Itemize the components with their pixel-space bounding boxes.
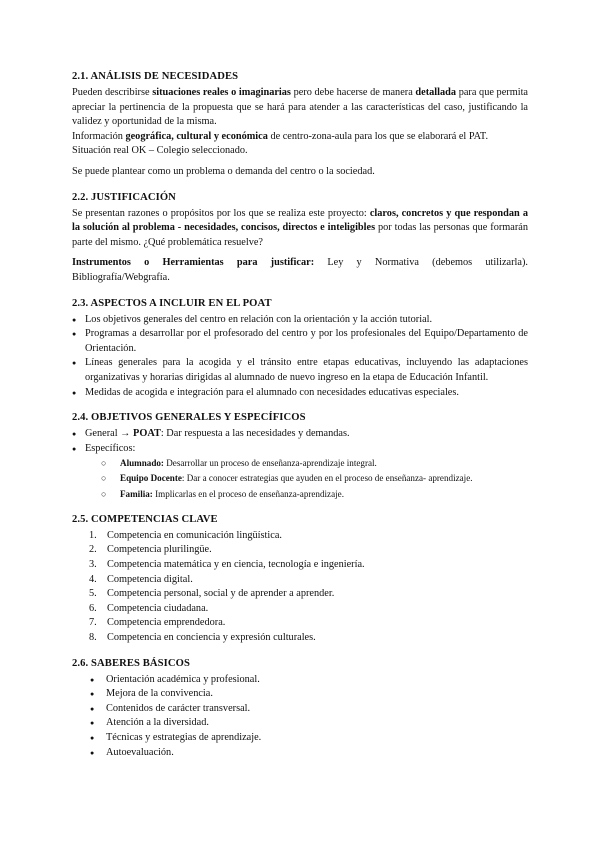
list-item: ● Medidas de acogida e integración para el alumnado con necesidades educativas especiales. — [72, 386, 528, 401]
list-item: 5. Competencia personal, social y de aprender a aprender. — [89, 588, 335, 600]
paragraph: Instrumentos o Herramientas para justificar: Ley y Normativa (debemos utilizarla). Bibliografía/Webgrafía. — [72, 257, 528, 283]
bullet-list — [72, 313, 528, 401]
list-item: ● Mejora de la convivencia. — [90, 687, 528, 702]
list-item: ● Líneas generales para la acogida y el tránsito entre etapas educativas, incluyendo las adaptaciones organizativas y horarias dirigidas al alumnado de nuevo ingreso en la etapa de Educación Infantil. — [72, 356, 528, 385]
sub-list-item: ○ Familia: Implicarlas en el proceso de enseñanza-aprendizaje. — [101, 487, 528, 502]
section-objetivos — [72, 411, 528, 502]
list-item: 1. Competencia en comunicación lingüística. — [89, 529, 282, 541]
bullet-list — [72, 427, 528, 502]
paragraph: Situación real OK – Colegio seleccionado. — [72, 145, 248, 157]
section-heading: 2.5. COMPETENCIAS CLAVE — [72, 513, 218, 525]
paragraph: Se puede plantear como un problema o demanda del centro o la sociedad. — [72, 165, 375, 177]
paragraph: Pueden describirse situaciones reales o imaginarias pero debe hacerse de manera detallada para que permita apreciar la pertinencia de la propuesta que se hará para atender a las características del caso, justificando la validez y oportunidad de la misma. — [72, 87, 529, 128]
sub-list — [85, 456, 528, 502]
list-item: ● Atención a la diversidad. — [90, 716, 528, 731]
list-item: ● Contenidos de carácter transversal. — [90, 702, 528, 717]
list-item: 4. Competencia digital. — [89, 573, 193, 585]
section-aspectos-poat — [72, 297, 528, 401]
list-item-general: ● General → POAT: Dar respuesta a las necesidades y demandas. — [72, 427, 528, 442]
section-heading: 2.6. SABERES BÁSICOS — [72, 657, 190, 669]
paragraph: Información geográfica, cultural y económica de centro-zona-aula para los que se elaborará el PAT. — [72, 130, 489, 142]
section-heading: 2.3. ASPECTOS A INCLUIR EN EL POAT — [72, 297, 272, 309]
section-heading: 2.2. JUSTIFICACIÓN — [72, 191, 176, 203]
list-item: 2. Competencia plurilingüe. — [89, 544, 212, 556]
section-analisis-necesidades — [72, 70, 528, 180]
list-item: ● Técnicas y estrategias de aprendizaje. — [90, 731, 528, 746]
list-item: ● Autoevaluación. — [90, 746, 528, 761]
list-item: 6. Competencia ciudadana. — [89, 602, 209, 614]
section-heading: 2.4. OBJETIVOS GENERALES Y ESPECÍFICOS — [72, 412, 306, 424]
sub-list-item: ○ Alumnado: Desarrollar un proceso de enseñanza-aprendizaje integral. — [101, 456, 528, 471]
section-heading: 2.1. ANÁLISIS DE NECESIDADES — [72, 71, 239, 82]
list-item: 8. Competencia en conciencia y expresión culturales. — [89, 632, 316, 644]
section-saberes-basicos — [72, 657, 528, 761]
paragraph: Se presentan razones o propósitos por los que se realiza este proyecto: claros, concretos y que respondan a la solución al problema - necesidades, concisos, directos e inteligibles por todas las personas que formarán parte del mismo. ¿Qué problemática resuelve? — [72, 207, 529, 248]
list-item: ● Programas a desarrollar por el profesorado del centro y por los profesionales del Equipo/Departamento de Orientación. — [72, 327, 528, 356]
list-item: 7. Competencia emprendedora. — [89, 617, 226, 629]
document-page — [72, 70, 528, 771]
list-item: ● Orientación académica y profesional. — [90, 673, 528, 688]
list-item-especificos: ● Específicos: ○ Alumnado: Desarrollar un proceso de enseñanza-aprendizaje integral. ○ Equipo Docente: Dar a conocer estrategias que ayuden en el proceso de enseñanza- aprendizaje. ○ Familia: Implicarlas en el proceso de enseñanza-aprendizaje. — [72, 442, 528, 502]
sub-list-item: ○ Equipo Docente: Dar a conocer estrategias que ayuden en el proceso de enseñanza- aprendizaje. — [101, 471, 528, 486]
list-item: ● Los objetivos generales del centro en relación con la orientación y la acción tutorial. — [72, 313, 528, 328]
numbered-list — [72, 529, 528, 646]
section-competencias — [72, 513, 528, 646]
bullet-list — [72, 673, 528, 761]
section-justificacion — [72, 191, 528, 286]
list-item: 3. Competencia matemática y en ciencia, tecnología e ingeniería. — [89, 559, 365, 571]
